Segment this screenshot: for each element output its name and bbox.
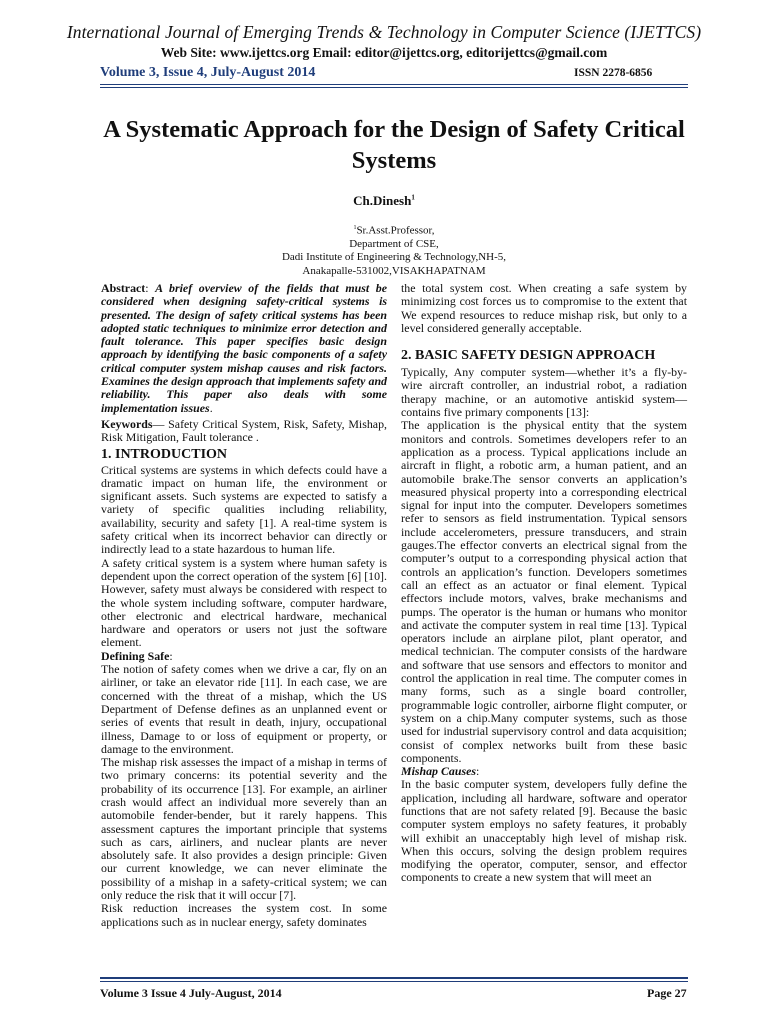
section-heading-introduction: 1. INTRODUCTION xyxy=(101,446,228,462)
journal-contact: Web Site: www.ijettcs.org Email: editor@ijettcs.org, editorijettcs@gmail.com xyxy=(160,45,608,60)
mishap-causes-label: Mishap Causes xyxy=(401,764,477,779)
affiliation-line-1 xyxy=(0,222,768,238)
keywords-text: — Safety Critical System, Risk, Safety, Mishap, Risk Mitigation, Fault tolerance . xyxy=(101,416,387,445)
mishap-causes-subheading xyxy=(401,765,687,778)
defining-safe-label: Defining Safe xyxy=(101,648,170,663)
keywords-label: Keywords xyxy=(101,416,153,431)
right-column xyxy=(401,282,687,885)
footer-volume: Volume 3 Issue 4 July-August, 2014 xyxy=(100,986,282,1000)
intro-paragraph-5: Risk reduction increases the system cost. In some applications such as in nuclear energy, safety dominates xyxy=(101,901,387,929)
issn: ISSN 2278-6856 xyxy=(574,67,653,79)
defining-safe-sep: : xyxy=(169,648,173,663)
intro-paragraph-4: The mishap risk assesses the impact of a mishap in terms of two primary concerns: its potential severity and the probability of its occurrence [13]. For example, an airliner crash would affect an individual more severely than an automobile fender-bender, but it rarely happens. This assessment captures the important principle that systems such as cars, airliners, and nuclear plants are never absolutely safe. It also provides a design principle: Given our current knowledge, we can never eliminate the possibility of a mishap in a safety-critical system; we can only reduce the risk that it will occur [7]. xyxy=(101,755,387,903)
basic-paragraph-1: Typically, Any computer system—whether it’s a fly-by-wire aircraft controller, an industrial robot, a radiation therapy machine, or an automotive antiskid system—contains five primary components [13]: xyxy=(401,365,687,420)
mishap-causes-sep: : xyxy=(476,764,480,779)
header-rule xyxy=(100,84,688,85)
keywords xyxy=(101,418,387,445)
abstract-label: Abstract xyxy=(101,281,146,295)
author-name: Ch.Dinesh xyxy=(353,193,412,208)
author xyxy=(0,193,768,209)
section-heading-basic-safety: 2. BASIC SAFETY DESIGN APPROACH xyxy=(401,348,656,364)
footer-rule-thin xyxy=(100,981,688,982)
journal-name: International Journal of Emerging Trends & Technology in Computer Science (IJETTCS) xyxy=(66,22,702,42)
abstract-end: . xyxy=(209,400,213,415)
footer-rule xyxy=(100,977,688,979)
affiliation-sup: 1 xyxy=(353,225,357,231)
affiliation-position: Sr.Asst.Professor, xyxy=(356,224,435,237)
intro-paragraph-1: Critical systems are systems in which defects could have a dramatic impact on human life, the environment or significant assets. Such systems are expected to satisfy a variety of specific qualities including reliability, availability, security and safety [1]. A real-time system is safety critical when its incorrect behavior can directly or indirectly lead to a state hazardous to human life. xyxy=(101,462,387,557)
abstract-text: A brief overview of the fields that must be considered when designing safety-critical systems is presented. The design of safety critical systems has been adopted static techniques to minimize error detection and fault tolerance. This paper specifies basic design approach by identifying the basic components of a safety critical computer system mishap causes and risk factors. Examines the design approach that implements safety and reliability. This paper also deals with some implementation issues xyxy=(101,281,387,415)
affiliation-line-3: Dadi Institute of Engineering & Technology,NH-5, xyxy=(281,251,507,264)
continued-paragraph: the total system cost. When creating a safe system by minimizing cost forces us to compromise to the extent that We expend resources to reduce mishap risk, but only to a level considered generally acceptable. xyxy=(401,281,687,335)
paper-title: A Systematic Approach for the Design of Safety Critical Systems xyxy=(103,116,685,174)
volume-info: Volume 3, Issue 4, July-August 2014 xyxy=(100,65,316,80)
abstract xyxy=(101,282,387,415)
page-number: Page 27 xyxy=(647,986,687,1000)
affiliation-line-2: Department of CSE, xyxy=(349,237,439,250)
basic-paragraph-3: In the basic computer system, developers fully define the application, including all hardware, software and operator functions that are not safety related [9]. Because the basic computer system employs no safety features, it probably will exhibit an unacceptably high level of mishap risk. When this occurs, solving the design problem requires modifying the operator, computer, sensor, and effector components to create a new system that will meet an xyxy=(401,777,687,885)
author-sup: 1 xyxy=(411,193,415,202)
affiliation-line-4: Anakapalle-531002,VISAKHAPATNAM xyxy=(302,264,486,277)
left-column xyxy=(101,282,387,929)
header-rule-thin xyxy=(100,87,688,88)
basic-paragraph-2: The application is the physical entity that the system monitors and controls. Sometimes developers refer to an application as a process. Typical applications include an aircraft in flight, a robotic arm, a human patient, and an automobile brake.The sensor converts an application’s measured physical property into a corresponding electrical signal for input into the computer. Developers sometimes refer to sensors as field instrumentation. Typical sensors include accelerometers, pressure transducers, and strain gauges.The effector converts an electrical signal from the computer’s output to a corresponding physical action that controls an application’s function. Developers sometimes call an effect as an actuator or final element. Typical effectors include motors, valves, brake mechanisms and pumps. The operator is the human or humans who monitor and activate the computer system in real time [13]. Typical operators include an airplane pilot, plant operator, and medical technician. The computer consists of the hardware and software that use sensors and effectors to monitor and control the application in real time. The computer comes in many forms, such as a single board controller, programmable logic controller, airborne flight computer, or system on a chip.Many computer systems, such as those used for industrial supervisory control and data acquisition; consist of complex networks built from these basic components. xyxy=(401,418,687,765)
abstract-sep: : xyxy=(145,281,156,295)
intro-paragraph-2: A safety critical system is a system where human safety is dependent upon the correct operation of the system [6] [10]. However, safety must always be considered with respect to the whole system including software, computer hardware, other electronic and electrical hardware, mechanical hardware and operators or users not just the software element. xyxy=(101,555,387,650)
defining-safe-subheading xyxy=(101,650,387,663)
affiliation xyxy=(0,222,768,278)
intro-paragraph-3: The notion of safety comes when we drive a car, fly on an airliner, or take an elevator ride [11]. In each case, we are concerned with the threat of a mishap, which the US Department of Defense defines as an unplanned event or series of events that result in death, injury, occupational illness, Damage to or loss of equipment or property, or damage to the environment. xyxy=(101,662,387,756)
